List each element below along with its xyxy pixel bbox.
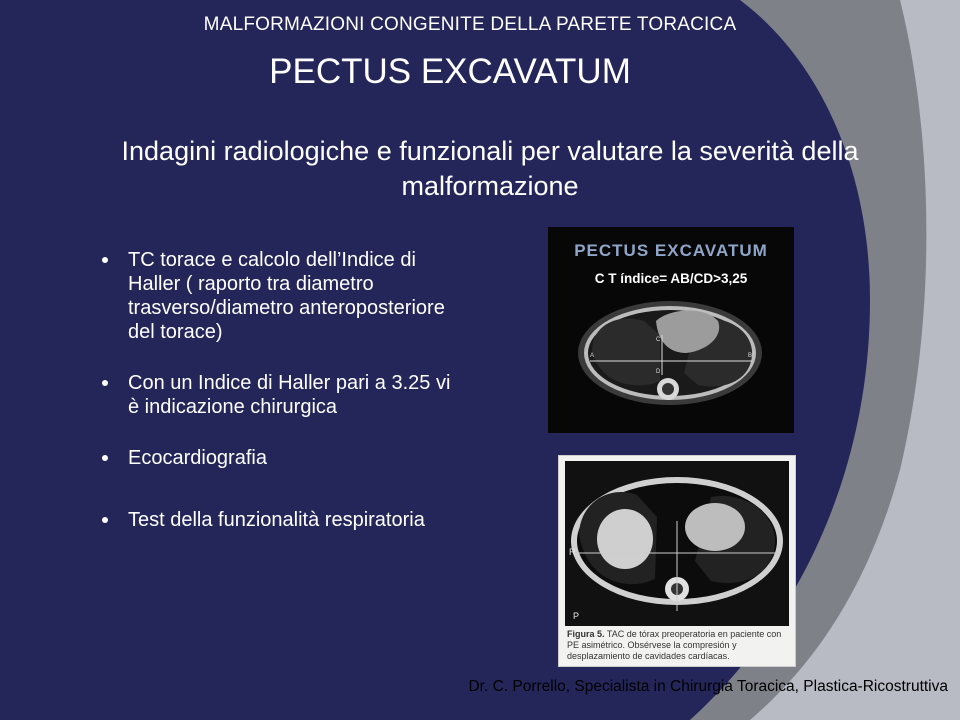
bullet-text: Test della funzionalità respiratoria: [128, 509, 425, 531]
bullet-item: [100, 508, 460, 532]
ct-label-c: C: [656, 337, 661, 343]
ct2-label-p: P: [573, 611, 580, 621]
ct-scan-image-2: [565, 461, 789, 626]
bullet-dot-icon: [102, 380, 108, 386]
ct-label-b: B: [748, 353, 753, 359]
bullet-text: Con un Indice di Haller pari a 3.25 vi è indicazione chirurgica: [128, 372, 451, 418]
bullet-item: [100, 446, 460, 470]
bullet-dot-icon: [102, 257, 108, 263]
author-footer: Dr. C. Porrello, Specialista in Chirurgia Toracica, Plastica-Ricostruttiva: [468, 678, 948, 695]
slide-title: PECTUS EXCAVATUM: [269, 52, 631, 91]
ct-label-d: D: [656, 369, 661, 375]
bullet-item: [100, 371, 460, 419]
bullet-text: TC torace e calcolo dell’Indice di Haller ( raporto tra diametro trasverso/diametro anteroposteriore del torace): [128, 249, 445, 343]
ct-scan-image: [548, 291, 794, 431]
bullet-dot-icon: [102, 517, 108, 523]
bullet-dot-icon: [102, 455, 108, 461]
ct-figure-caption: [567, 629, 791, 662]
ct-scan-asymmetric-figure: [558, 455, 796, 667]
ct-figure-title: PECTUS EXCAVATUM: [574, 241, 768, 260]
haller-index-formula: C T índice= AB/CD>3,25: [594, 271, 748, 286]
ct-scan-haller-figure: [548, 227, 794, 433]
ct2-label-r: R: [569, 547, 576, 557]
slide-subtitle: Indagini radiologiche e funzionali per valutare la severità della malformazione: [121, 136, 859, 201]
bullet-list: [100, 248, 460, 559]
ct-figure-label: Figura 5.: [567, 629, 605, 639]
header-topic: MALFORMAZIONI CONGENITE DELLA PARETE TORACICA: [203, 14, 737, 35]
bullet-item: [100, 248, 460, 344]
ct-label-a: A: [590, 353, 595, 359]
ct-figure-caption-text: TAC de tórax preoperatoria en paciente con PE asimétrico. Obsérvese la compresión y desplazamiento de cavidades cardíacas.: [567, 629, 782, 661]
bullet-text: Ecocardiografia: [128, 447, 267, 469]
